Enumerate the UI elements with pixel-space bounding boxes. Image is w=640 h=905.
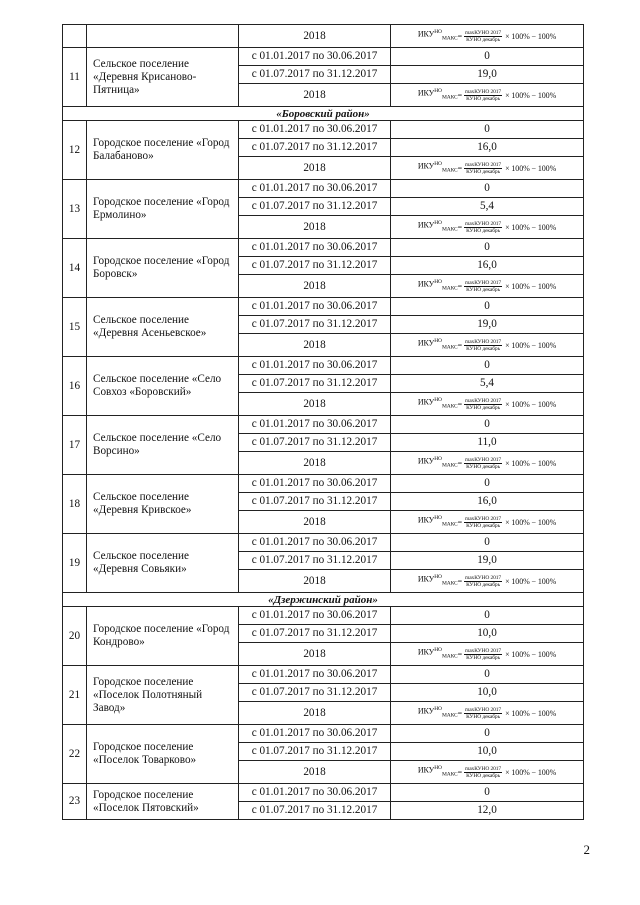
period-cell: 2018	[239, 570, 391, 593]
value-cell	[391, 702, 584, 725]
value-cell: 11,0	[391, 434, 584, 452]
cap-index-formula: $ИКУ^{НО}_{МАКС}$ = $\frac{\text{maxКУНО 2017}}{\text{КУНО декабрь}}$ × 100% − 100%	[417, 161, 557, 175]
cap-index-formula: $ИКУ^{НО}_{МАКС}$ = $\frac{\text{maxКУНО 2017}}{\text{КУНО декабрь}}$ × 100% − 100%	[417, 456, 557, 470]
table-body	[63, 25, 584, 820]
period-cell: с 01.07.2017 по 31.12.2017	[239, 434, 391, 452]
period-cell: с 01.01.2017 по 30.06.2017	[239, 416, 391, 434]
value-cell: 0	[391, 121, 584, 139]
table-row	[63, 121, 584, 139]
period-cell: с 01.01.2017 по 30.06.2017	[239, 784, 391, 802]
cap-index-formula: $ИКУ^{НО}_{МАКС}$ = $\frac{\text{maxКУНО 2017}}{\text{КУНО декабрь}}$ × 100% − 100%	[417, 647, 557, 661]
period-cell: 2018	[239, 702, 391, 725]
row-number-cell	[63, 25, 87, 48]
cap-index-formula: $ИКУ^{НО}_{МАКС}$ = $\frac{\text{maxКУНО 2017}}{\text{КУНО декабрь}}$ × 100% − 100%	[417, 338, 557, 352]
table-row	[63, 725, 584, 743]
period-cell: 2018	[239, 511, 391, 534]
value-cell: 10,0	[391, 684, 584, 702]
value-cell	[391, 511, 584, 534]
municipality-name: Городское поселение «Поселок Товарково»	[87, 725, 239, 784]
row-number: 12	[63, 121, 87, 180]
period-cell: с 01.01.2017 по 30.06.2017	[239, 475, 391, 493]
value-cell: 5,4	[391, 375, 584, 393]
table-row	[63, 784, 584, 802]
row-number: 15	[63, 298, 87, 357]
row-number: 17	[63, 416, 87, 475]
row-number: 22	[63, 725, 87, 784]
period-cell: 2018	[239, 157, 391, 180]
row-number: 23	[63, 784, 87, 820]
value-cell	[391, 452, 584, 475]
municipality-name: Сельское поселение «Деревня Асеньевское»	[87, 298, 239, 357]
municipality-name: Городское поселение «Город Боровск»	[87, 239, 239, 298]
region-name: «Дзержинский район»	[63, 593, 584, 607]
value-cell	[391, 157, 584, 180]
page-number: 2	[583, 842, 590, 857]
value-cell: 19,0	[391, 66, 584, 84]
table-row	[63, 475, 584, 493]
period-cell: 2018	[239, 452, 391, 475]
period-cell: 2018	[239, 334, 391, 357]
period-cell: с 01.07.2017 по 31.12.2017	[239, 493, 391, 511]
table-row	[63, 416, 584, 434]
period-cell: 2018	[239, 761, 391, 784]
value-cell: 10,0	[391, 625, 584, 643]
value-cell: 0	[391, 180, 584, 198]
period-cell: с 01.07.2017 по 31.12.2017	[239, 552, 391, 570]
value-cell: 0	[391, 534, 584, 552]
municipality-cell	[87, 25, 239, 48]
value-cell: 16,0	[391, 493, 584, 511]
period-cell: с 01.07.2017 по 31.12.2017	[239, 257, 391, 275]
period-cell: с 01.07.2017 по 31.12.2017	[239, 66, 391, 84]
period-cell: с 01.07.2017 по 31.12.2017	[239, 139, 391, 157]
cap-index-formula: $ИКУ^{НО}_{МАКС}$ = $\frac{\text{maxКУНО 2017}}{\text{КУНО декабрь}}$ × 100% − 100%	[417, 88, 557, 102]
cap-index-formula: $ИКУ^{НО}_{МАКС}$ = $\frac{\text{maxКУНО 2017}}{\text{КУНО декабрь}}$ × 100% − 100%	[417, 279, 557, 293]
table-row	[63, 25, 584, 48]
period-cell: с 01.01.2017 по 30.06.2017	[239, 180, 391, 198]
period-cell: 2018	[239, 393, 391, 416]
period-cell: 2018	[239, 25, 391, 48]
region-name: «Боровский район»	[63, 107, 584, 121]
value-cell: 16,0	[391, 257, 584, 275]
period-cell: с 01.01.2017 по 30.06.2017	[239, 357, 391, 375]
row-number: 20	[63, 607, 87, 666]
value-cell	[391, 761, 584, 784]
period-cell: 2018	[239, 643, 391, 666]
table-row	[63, 298, 584, 316]
period-cell: с 01.07.2017 по 31.12.2017	[239, 743, 391, 761]
value-cell	[391, 570, 584, 593]
period-cell: с 01.07.2017 по 31.12.2017	[239, 375, 391, 393]
table-row	[63, 48, 584, 66]
period-cell: 2018	[239, 216, 391, 239]
row-number: 13	[63, 180, 87, 239]
municipality-name: Сельское поселение «Деревня Кривское»	[87, 475, 239, 534]
period-cell: с 01.07.2017 по 31.12.2017	[239, 625, 391, 643]
municipality-name: Городское поселение «Город Ермолино»	[87, 180, 239, 239]
period-cell: с 01.07.2017 по 31.12.2017	[239, 684, 391, 702]
row-number: 11	[63, 48, 87, 107]
value-cell: 0	[391, 298, 584, 316]
value-cell: 0	[391, 475, 584, 493]
table-row	[63, 666, 584, 684]
row-number: 18	[63, 475, 87, 534]
cap-index-formula: $ИКУ^{НО}_{МАКС}$ = $\frac{\text{maxКУНО 2017}}{\text{КУНО декабрь}}$ × 100% − 100%	[417, 515, 557, 529]
municipality-name: Городское поселение «Город Кондрово»	[87, 607, 239, 666]
row-number: 14	[63, 239, 87, 298]
cap-index-formula: $ИКУ^{НО}_{МАКС}$ = $\frac{\text{maxКУНО 2017}}{\text{КУНО декабрь}}$ × 100% − 100%	[417, 397, 557, 411]
period-cell: с 01.01.2017 по 30.06.2017	[239, 607, 391, 625]
cap-index-formula: $ИКУ^{НО}_{МАКС}$ = $\frac{\text{maxКУНО 2017}}{\text{КУНО декабрь}}$ × 100% − 100%	[417, 706, 557, 720]
tariff-index-table	[62, 24, 584, 820]
table-row	[63, 239, 584, 257]
cap-index-formula: $ИКУ^{НО}_{МАКС}$ = $\frac{\text{maxКУНО 2017}}{\text{КУНО декабрь}}$ × 100% − 100%	[417, 574, 557, 588]
period-cell: с 01.01.2017 по 30.06.2017	[239, 121, 391, 139]
value-cell: 0	[391, 48, 584, 66]
table-row	[63, 607, 584, 625]
value-cell: 0	[391, 357, 584, 375]
value-cell: 0	[391, 607, 584, 625]
table-row	[63, 180, 584, 198]
cap-index-formula: $ИКУ^{НО}_{МАКС}$ = $\frac{\text{maxКУНО 2017}}{\text{КУНО декабрь}}$ × 100% − 100%	[417, 29, 557, 43]
period-cell: с 01.01.2017 по 30.06.2017	[239, 298, 391, 316]
table-row	[63, 534, 584, 552]
value-cell: 19,0	[391, 552, 584, 570]
municipality-name: Сельское поселение «Деревня Совьяки»	[87, 534, 239, 593]
value-cell	[391, 275, 584, 298]
value-cell: 16,0	[391, 139, 584, 157]
value-cell: 0	[391, 416, 584, 434]
period-cell: с 01.07.2017 по 31.12.2017	[239, 198, 391, 216]
value-cell	[391, 643, 584, 666]
value-cell: 0	[391, 784, 584, 802]
period-cell: с 01.01.2017 по 30.06.2017	[239, 48, 391, 66]
row-number: 19	[63, 534, 87, 593]
table-row	[63, 357, 584, 375]
municipality-name: Городское поселение «Город Балабаново»	[87, 121, 239, 180]
row-number: 21	[63, 666, 87, 725]
period-cell: с 01.07.2017 по 31.12.2017	[239, 316, 391, 334]
period-cell: 2018	[239, 84, 391, 107]
value-cell: 10,0	[391, 743, 584, 761]
municipality-name: Сельское поселение «Деревня Крисаново-Пятница»	[87, 48, 239, 107]
period-cell: с 01.01.2017 по 30.06.2017	[239, 534, 391, 552]
municipality-name: Городское поселение «Поселок Полотняный Завод»	[87, 666, 239, 725]
cap-index-formula: $ИКУ^{НО}_{МАКС}$ = $\frac{\text{maxКУНО 2017}}{\text{КУНО декабрь}}$ × 100% − 100%	[417, 765, 557, 779]
value-cell: 0	[391, 239, 584, 257]
value-cell: 0	[391, 666, 584, 684]
value-cell	[391, 216, 584, 239]
value-cell	[391, 334, 584, 357]
value-cell: 19,0	[391, 316, 584, 334]
period-cell: 2018	[239, 275, 391, 298]
value-cell: 0	[391, 725, 584, 743]
period-cell: с 01.01.2017 по 30.06.2017	[239, 725, 391, 743]
municipality-name: Сельское поселение «Село Ворсино»	[87, 416, 239, 475]
period-cell: с 01.01.2017 по 30.06.2017	[239, 666, 391, 684]
municipality-name: Сельское поселение «Село Совхоз «Боровский»	[87, 357, 239, 416]
value-cell	[391, 84, 584, 107]
period-cell: с 01.01.2017 по 30.06.2017	[239, 239, 391, 257]
region-header-row	[63, 107, 584, 121]
value-cell: 5,4	[391, 198, 584, 216]
value-cell: 12,0	[391, 802, 584, 820]
municipality-name: Городское поселение «Поселок Пятовский»	[87, 784, 239, 820]
row-number: 16	[63, 357, 87, 416]
value-cell	[391, 25, 584, 48]
period-cell: с 01.07.2017 по 31.12.2017	[239, 802, 391, 820]
region-header-row	[63, 593, 584, 607]
value-cell	[391, 393, 584, 416]
cap-index-formula: $ИКУ^{НО}_{МАКС}$ = $\frac{\text{maxКУНО 2017}}{\text{КУНО декабрь}}$ × 100% − 100%	[417, 220, 557, 234]
